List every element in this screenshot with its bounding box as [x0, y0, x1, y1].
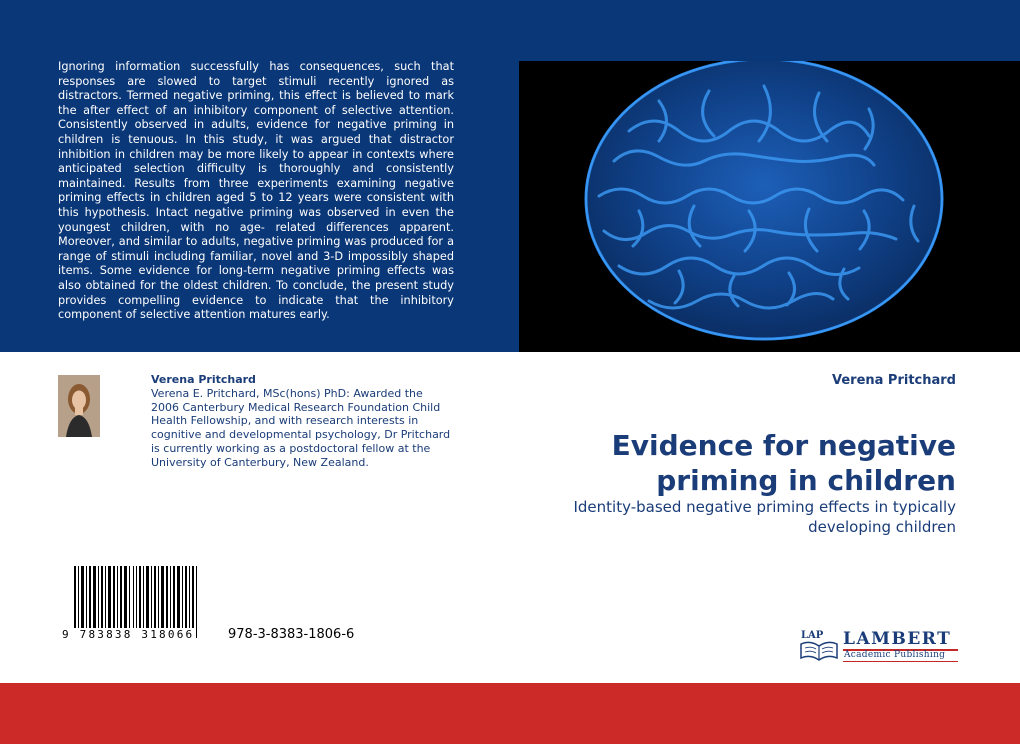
author-bio: [151, 373, 451, 470]
book-subtitle: Identity-based negative priming effects in typically developing children: [573, 498, 956, 536]
brain-illustration: [519, 61, 1020, 352]
author-photo: [58, 375, 100, 437]
publisher-name: LAMBERT: [843, 629, 952, 649]
book-title: Evidence for negative priming in children: [611, 429, 956, 497]
brain-image: [519, 61, 1020, 352]
publisher-tagline: Academic Publishing: [844, 650, 946, 660]
bio-text: Verena E. Pritchard, MSc(hons) PhD: Awarded the 2006 Canterbury Medical Research Foundation Child Health Fellowship, and with research interests in cognitive and developmental psychology, Dr Pritchard is currently working as a postdoctoral fellow at the University of Canterbury, New Zealand.: [151, 386, 451, 469]
publisher-mark: LAP: [801, 630, 824, 641]
publisher-logo: [797, 628, 962, 664]
bio-author-name: Verena Pritchard: [151, 373, 256, 386]
bottom-band: [0, 683, 1020, 744]
cover-author-name: Verena Pritchard: [831, 373, 956, 388]
barcode-digits: 9 783838 318066: [62, 628, 195, 641]
back-cover-blurb: Ignoring information successfully has consequences, such that responses are slowed to target stimuli recently ignored as distractors. Termed negative priming, this effect is believed to mark the after effect of an inhibitory component of selective attention. Consistently observed in adults, evidence for negative priming in children is tenuous. In this study, it was argued that distractor inhibition in children may be more likely to appear in contexts where anticipated selection difficulty is thoroughly and consistently maintained. Results from three experiments examining negative priming effects in children aged 5 to 12 years were consistent with this hypothesis. Intact negative priming was observed in even the youngest children, with no age- related differences apparent. Moreover, and similar to adults, negative priming was produced for a range of stimuli including familiar, novel and 3-D impossibly shaped items. Some evidence for long-term negative priming effects was also obtained for the oldest children. To conclude, the present study provides compelling evidence to indicate that the inhibitory component of selective attention matures early.: [58, 60, 454, 322]
isbn: 978-3-8383-1806-6: [228, 627, 355, 642]
lap-book-icon: [797, 628, 841, 664]
publisher-rule-bottom: [843, 661, 958, 662]
